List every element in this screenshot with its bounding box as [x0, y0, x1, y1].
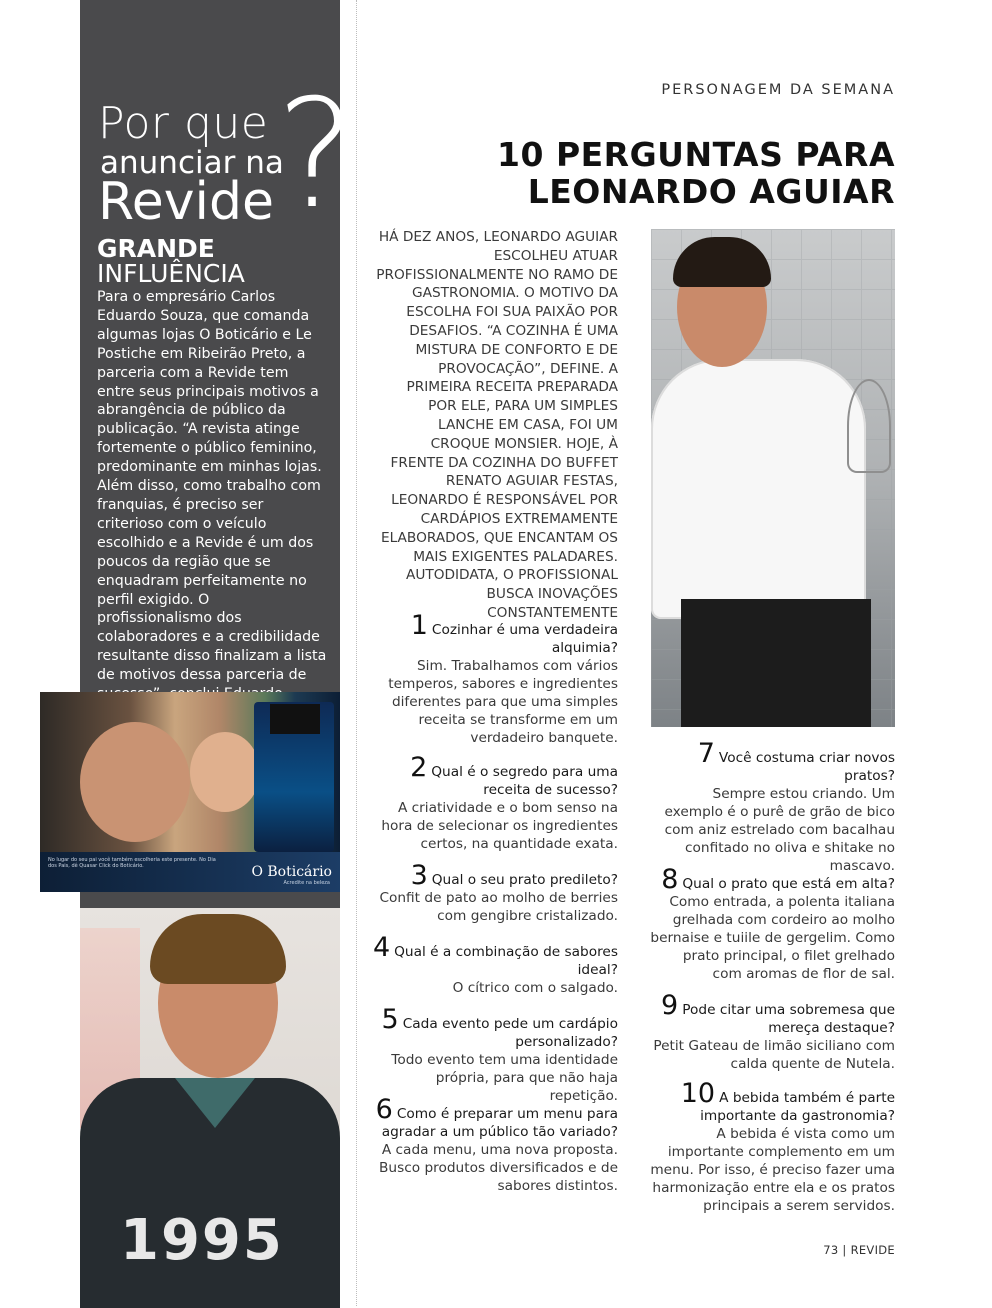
qa-answer: Sim. Trabalhamos com vários temperos, sabores e ingredientes diferentes para que uma simples receita se transforme em um verdadeiro banquete. [388, 658, 618, 746]
qa-answer: A bebida é vista como um importante complemento em um menu. Por isso, é preciso fazer uma harmonização entre ela e os pratos principais a serem servidos. [650, 1126, 895, 1214]
photo-hair [150, 914, 286, 984]
qa-item [368, 1096, 618, 1195]
qa-question: Você costuma criar novos pratos? [718, 750, 895, 784]
sidebar-headline-line1: Por que [98, 98, 269, 149]
qa-question: Qual é a combinação de sabores ideal? [394, 944, 618, 978]
qa-item [650, 992, 895, 1073]
magazine-name: REVIDE [850, 1243, 895, 1257]
page-footer [760, 1243, 895, 1257]
qa-number: 3 [410, 860, 428, 891]
sidebar-headline-line2: anunciar na [100, 145, 284, 181]
photo-leonardo-aguiar [651, 229, 895, 727]
qa-answer: A cada menu, uma nova proposta. Busco produtos diversificados e de sabores distintos. [379, 1142, 618, 1194]
ad-father-face [80, 722, 190, 842]
qa-answer: A criatividade e o bom senso na hora de selecionar os ingredientes certos, na quantidade exata. [381, 800, 618, 852]
ad-brand-tagline: Acredite na beleza [283, 880, 330, 886]
qa-item [650, 1080, 895, 1215]
qa-question: Qual o prato que está em alta? [682, 876, 895, 892]
qa-question: Pode citar uma sobremesa que mereça destaque? [682, 1002, 895, 1036]
photo-shirt-print: 1995 [120, 1208, 284, 1273]
qa-number: 8 [661, 864, 679, 895]
photo-chef-apron [681, 599, 871, 727]
qa-number: 10 [680, 1078, 716, 1109]
qa-question: Como é preparar um menu para agradar a um público tão variado? [381, 1106, 618, 1140]
boticario-ad [40, 692, 340, 892]
qa-question: Cada evento pede um cardápio personalizado? [402, 1016, 618, 1050]
qa-answer: O cítrico com o salgado. [452, 980, 618, 996]
qa-question: A bebida também é parte importante da gastronomia? [700, 1090, 895, 1124]
article-title-line2: LEONARDO AGUIAR [527, 172, 895, 211]
ad-bottle-cap [270, 704, 320, 734]
qa-question: Cozinhar é uma verdadeira alquimia? [431, 622, 618, 656]
qa-answer: Petit Gateau de limão siciliano com calda quente de Nutela. [653, 1038, 895, 1072]
ad-brand-logo: O Boticário [251, 864, 332, 880]
ad-small-text: No lugar do seu pai você também escolheria este presente. No Dia dos Pais, dê Quasar Click do Boticário. [48, 857, 216, 869]
qa-number: 5 [381, 1004, 399, 1035]
sidebar-question-mark: ? [276, 68, 356, 242]
qa-number: 4 [372, 932, 391, 963]
article-title-line1: 10 PERGUNTAS PARA [497, 135, 895, 174]
qa-item [368, 862, 618, 925]
qa-question: Qual é o segredo para uma receita de sucesso? [431, 764, 618, 798]
sidebar-subhead-bold: GRANDE [97, 234, 215, 263]
qa-answer: Confit de pato ao molho de berries com gengibre cristalizado. [379, 890, 618, 924]
photo-carlos-eduardo [80, 908, 340, 1306]
section-kicker: PERSONAGEM DA SEMANA [661, 82, 895, 98]
footer-separator: | [842, 1243, 847, 1257]
qa-item [368, 934, 618, 997]
photo-whisk [847, 379, 891, 473]
qa-answer: Como entrada, a polenta italiana grelhada com cordeiro ao molho bernaise e tuiile de gergelim. Como prato principal, o filet grelhado com aromas de flor de sal. [650, 894, 895, 982]
qa-item [650, 866, 895, 983]
article-title [440, 136, 895, 210]
qa-item [368, 754, 618, 853]
ad-child-face [190, 732, 260, 812]
qa-number: 7 [697, 738, 715, 769]
qa-answer: Todo evento tem uma identidade própria, para que não haja repetição. [391, 1052, 618, 1104]
photo-chef-coat [651, 359, 866, 619]
column-divider [356, 0, 357, 1306]
page-number: 73 [823, 1243, 839, 1257]
qa-number: 1 [410, 610, 428, 641]
qa-question: Qual o seu prato predileto? [431, 872, 618, 888]
qa-answer: Sempre estou criando. Um exemplo é o purê de grão de bico com aniz estrelado com bacalhau confitado no oliva e shitake no mascavo. [664, 786, 895, 874]
sidebar-subhead-light: INFLUÊNCIA [97, 259, 245, 288]
qa-item [368, 1006, 618, 1105]
sidebar-headline-line3: Revide [98, 172, 275, 232]
qa-number: 6 [375, 1094, 393, 1125]
qa-item [368, 612, 618, 747]
qa-item [650, 740, 895, 875]
qa-number: 9 [661, 990, 679, 1021]
article-intro: HÁ DEZ ANOS, LEONARDO AGUIAR ESCOLHEU ATUAR PROFISSIONALMENTE NO RAMO DE GASTRONOMIA. O MOTIVO DA ESCOLHA FOI SUA PAIXÃO POR DESAFIOS. “A COZINHA É UMA MISTURA DE CONFORTO E DE PROVOCAÇÃO”, DEFINE. A PRIMEIRA RECEITA PREPARADA POR ELE, PARA UM SIMPLES LANCHE EM CASA, FOI UM CROQUE MONSIER. HOJE, À FRENTE DA COZINHA DO BUFFET RENATO AGUIAR FESTAS, LEONARDO É RESPONSÁVEL POR CARDÁPIOS EXTREMAMENTE ELABORADOS, QUE ENCANTAM OS MAIS EXIGENTES PALADARES. AUTODIDATA, O PROFISSIONAL BUSCA INOVAÇÕES CONSTANTEMENTE [376, 229, 618, 621]
sidebar-body-text: Para o empresário Carlos Eduardo Souza, que comanda algumas lojas O Boticário e Le Postiche em Ribeirão Preto, a parceria com a Revide tem entre seus principais motivos a abrangência de público da publicação. “A revista atinge fortemente o público feminino, predominante em minhas lojas. Além disso, como trabalho com franquias, é preciso ser criterioso com o veículo escolhido e a Revide é um dos poucos da região que se enquadram perfeitamente no perfil exigido. O profissionalismo dos colaboradores e a credibilidade resultante disso finalizam a lista de motivos dessa parceria de [97, 289, 327, 684]
qa-number: 2 [410, 752, 428, 783]
